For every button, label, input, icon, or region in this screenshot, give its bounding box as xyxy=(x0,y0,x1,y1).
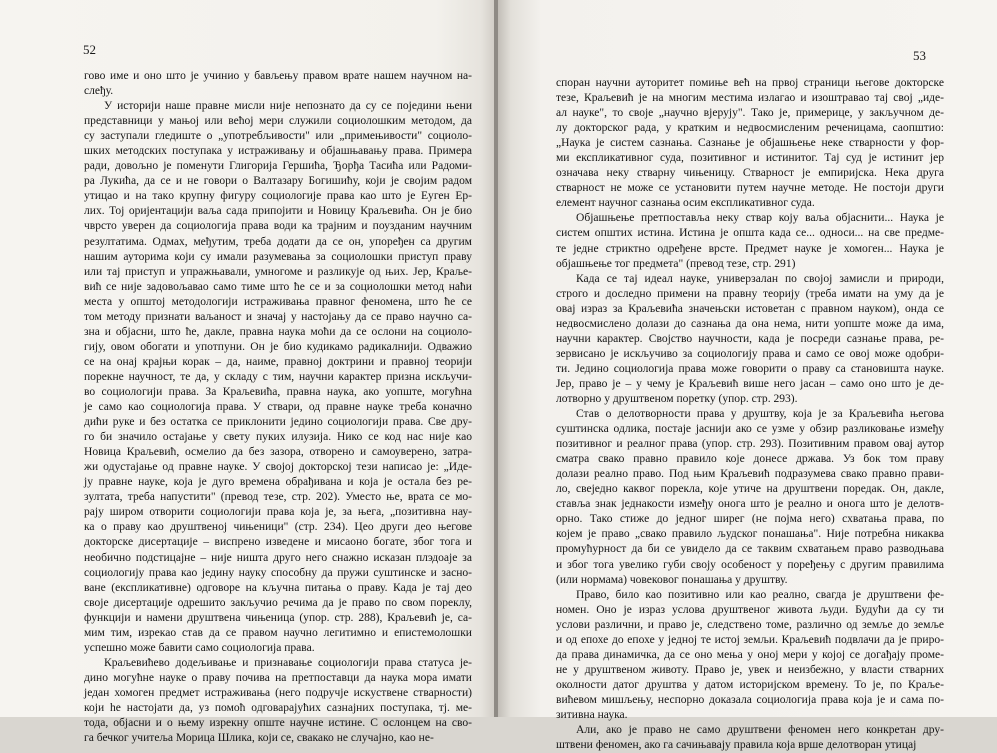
text-line: сматра свако правно правило које донесе држава. Уз бок том праву xyxy=(556,453,944,466)
text-line: функцији и намени друштвена чињеница (упор. стр. 288), Краљевић је, са- xyxy=(84,611,472,624)
paragraph xyxy=(84,69,472,99)
text-line: вић се није задовољавао само тиме што ће се и за социолошки метод наћи xyxy=(84,280,472,293)
text-line: или тај приступ и упражњавали, умногоме и разликује од њих. Јер, Краље- xyxy=(84,265,472,278)
left-page-text xyxy=(84,69,472,746)
text-line: да права динамичка, да се оно мења у оној мери у којој се догађају проме- xyxy=(556,648,944,661)
text-line: те једне стриктно одређене врсте. Предмет науке је хомоген... Наука је xyxy=(556,242,944,255)
text-line: ал науке", то своје „научно вјерују". Тако је, примерице, у закључном де- xyxy=(556,107,944,120)
text-line: строго и доследно примени на правну теорију (треба имати на уму да је xyxy=(556,287,944,300)
text-line: означава неку стварну чињеницу. Стварност је емпиријска. Нека друга xyxy=(556,167,944,180)
text-line: жи одустајање од правне науке. У својој докторској тези написао је: „Идe- xyxy=(84,461,472,474)
paragraph xyxy=(556,407,944,588)
text-line: позитивног и реалног права (упор. стр. 293). Позитивним правом овај аутор xyxy=(556,438,944,451)
text-line: своје дисертације одрешито закључио речима да је право по свом пореклу, xyxy=(84,596,472,609)
paragraph xyxy=(84,99,472,656)
page-number-left: 52 xyxy=(83,42,96,57)
text-line: успешно може бавити само социологија права. xyxy=(84,641,315,654)
paragraph xyxy=(556,272,944,407)
text-line: Став о делотворности права у друштву, која је за Краљевића његова xyxy=(576,408,944,421)
text-line: Новица Краљевић, осмелио да без зазора, отворено и самоуверено, затра- xyxy=(84,446,472,459)
text-line: лотворно у друштвеном поретку (упор. стр. 293). xyxy=(556,392,798,405)
text-line: слеђу. xyxy=(84,85,114,98)
text-line: Право, било као позитивно или као реално, свагда је друштвени фе- xyxy=(576,588,944,601)
text-line: Објашњење претпоставља неку ствар коју ваља објаснити... Наука је xyxy=(576,212,944,225)
text-line: елемент научног сазнања осим експликативног суда. xyxy=(556,197,815,210)
text-line: околности датог друштва у датом историјском времену. То је, по Краље- xyxy=(556,678,944,691)
text-line: вићевом мишљењу, неспорно доказала социологија права која је и сама по- xyxy=(556,693,944,706)
text-line: је само као социологија права. У ствари, од правне науке треба коначно xyxy=(84,401,472,414)
text-line: ти. Једино социологија права може говорити о праву са становишта науке. xyxy=(556,362,944,375)
text-line: недвосмислено долази до сазнања да она нема, нити уопште може да има, xyxy=(556,317,944,330)
text-line: социологију права као једину науку способну да пружи суштинске и заснo- xyxy=(84,566,472,579)
text-line: лих. Тој оријентацији ваља сада припојити и Новицу Краљевића. Он је био xyxy=(84,205,472,218)
paragraph xyxy=(556,211,944,271)
text-line: тезе, Краљевић је на многим местима излагао и изоштравао тај свој „иде- xyxy=(556,92,944,105)
text-line: го би значило остајање у свету пуких илузија. Нико се код нас није као xyxy=(84,431,472,444)
text-line: ра Лукића, да се и не говори о Валтазару Богишићу, који је својим радом xyxy=(84,175,472,188)
text-line: га бечког учитеља Морица Шлика, који се, свакако не случајно, као не- xyxy=(84,732,434,745)
text-line: којем је право „свако правило људског понашања". Није потребна никаква xyxy=(556,528,944,541)
text-line: ми експликативног суда, позитивног и истинитог. Тај суд је истинит јер xyxy=(556,152,944,165)
text-line: један хомоген предмет истраживања (него подручје искуствене стварности) xyxy=(84,686,472,699)
text-line: ју правне науке, која је дуго времена обрађивана и која је остала без ре- xyxy=(84,476,472,489)
right-page xyxy=(496,0,997,752)
text-line: мим тим, изрекао став да се правом научно легитимно и епистемолошки xyxy=(84,626,472,639)
left-page xyxy=(0,0,496,745)
text-line: „Наука је систем сазнања. Сазнање је објашњење неке стварности у фор- xyxy=(556,137,944,150)
text-line: суштинска одлика, постаје јаснији ако се узме у обзир разликовање између xyxy=(556,423,944,436)
text-line: објашњење тог предмета" (превод тезе, стр. 291) xyxy=(556,257,796,270)
text-line: порекне научност, те да, у складу с тим, научни карактер призна искључи- xyxy=(84,370,472,383)
text-line: долази реално право. Под њим Краљевић подразумева свако правно прави- xyxy=(556,468,944,481)
text-line: нашим ауторима који су имали разумевања за социолошки приступ праву xyxy=(84,250,472,263)
text-line: гију, овом обогати и употпуни. Он је био кудикамо радикалнији. Одважио xyxy=(84,340,472,353)
text-line: стварност не може се установити путем научне методе. Не постоји други xyxy=(556,182,944,195)
text-line: Када се тај идеал науке, универзалан по својој замисли и природи, xyxy=(576,272,944,285)
text-line: ставља знак једнакости између онога што је реално и онога што је делотв- xyxy=(556,498,944,511)
text-line: ване (експликативне) одговоре на кључна питања о праву. Када је тај део xyxy=(84,581,472,594)
text-line: необично подстицајне – није ништа друго него снажно исказан плэдоаје за xyxy=(84,551,472,564)
text-line: овај израз за Краљевића значењски истоветан с правном науком), онда се xyxy=(556,302,944,315)
text-line: спорaн научни ауторитет помиње већ на првој страници његове докторске xyxy=(556,77,944,89)
text-line: во социологији права. За Краљевића, правна наука, ако уопште, могућна xyxy=(84,385,472,398)
text-line: том методу признати ваљаност и значај у настојању да се право научно са- xyxy=(84,310,472,323)
text-line: чврсто уверен да социологија права води ка трајним и поузданим научним xyxy=(84,220,472,233)
text-line: У историји наше правне мисли није непознато да су се поједини њени xyxy=(104,100,472,113)
text-line: утицао и на такo крупну фигуру социологије права као што је Еуген Ер- xyxy=(84,190,472,203)
book-gutter xyxy=(494,0,498,717)
text-line: систем општих истина. Истина је општа када се... односи... на све предме- xyxy=(556,227,944,240)
text-line: Али, ако је право не само друштвени феномен него конкретан дру- xyxy=(576,724,944,737)
text-line: научни карактер. Својство научности, када је посреди сазнање права, ре- xyxy=(556,332,944,345)
text-line: ради, довољно је поменути Глигорија Гершића, Ђорђа Тасића или Радоми- xyxy=(84,160,472,173)
text-line: Краљевићево додељивање и признавање социологији права статуса је- xyxy=(104,656,472,669)
text-line: и од епохе до епохе у једној те истој земљи. Краљевић подвлачи да је приро- xyxy=(556,633,944,646)
text-line: дино могућне науке о праву почива на претпоставци да наука мора имати xyxy=(84,671,472,684)
text-line: докторске дисертације – виспрено изведене и мисаоно богате, због тога и xyxy=(84,536,472,549)
paragraph xyxy=(84,656,472,746)
text-line: резултатима. Одмах, међутим, треба додати да се он, упоређен са другим xyxy=(84,235,472,248)
text-line: Јер, право је – у чему је Краљевић више него јасан – само оно што је де- xyxy=(556,377,944,390)
text-line: представници у мањој или већој мери служили социолошким методом, да xyxy=(84,115,472,128)
paragraph xyxy=(556,588,944,723)
text-line: штвени феномен, ако га сачињавају правила која врше делотворан утицај xyxy=(556,739,917,752)
text-line: ло, свеједно каквог порекла, које утиче на друштвени поредак. Он, дакле, xyxy=(556,483,944,496)
text-line: (или нормама) човековог понашања у друштву. xyxy=(556,573,788,586)
text-line: гово име и оно што је учинио у бављењу правом врате нашем научном на- xyxy=(84,70,472,82)
text-line: лу докторског рада, у кратким и недвосмисленим реченицама, саопштио: xyxy=(556,122,944,135)
paragraph xyxy=(556,76,944,211)
text-line: шких методских поступака у истраживању и објашњавању права. Примера xyxy=(84,145,472,158)
text-line: ка о праву као друштвеној чињеници" (стр. 234). Цео други део његове xyxy=(84,521,472,534)
text-line: услови различни, и право је, следствено томе, различно од земље до земље xyxy=(556,618,944,631)
text-line: тода, објасни и о њему изрекну опште научне истине. С ослонцем на сво- xyxy=(84,717,472,730)
text-line: зервисано је искључиво за социологију права и само се овој може одобри- xyxy=(556,347,944,360)
text-line: дићи руке и без остатка се приклонити једино социологији права. Све дру- xyxy=(84,416,472,429)
page-number-right: 53 xyxy=(913,48,926,63)
text-line: промућурност да би се увидело да се таквим схватањем право разводњава xyxy=(556,543,944,556)
text-line: рају широм отворити социологији права која је, за њега, „позитивна нау- xyxy=(84,506,472,519)
text-line: зитивна наука. xyxy=(556,708,628,721)
text-line: места у општој методологији истраживања правног феномена, што ће се xyxy=(84,295,472,308)
text-line: номен. Оно је израз услова друштвеног живота људи. Будући да су ти xyxy=(556,603,944,616)
text-line: зултата, треба напустити" (превод тезе, стр. 202). Уместо ње, врата се мо- xyxy=(84,491,472,504)
text-line: не у друштвеном животу. Право је, увек и неизбежно, у власти стварних xyxy=(556,663,944,676)
text-line: орно. Тако стиже до једног ширег (не појма него) схватања права, по xyxy=(556,513,944,526)
text-line: се на онај крајњи корак – да, наиме, правној доктрини и правној теорији xyxy=(84,355,472,368)
paragraph xyxy=(556,723,944,753)
right-page-text xyxy=(556,76,944,753)
text-line: и због тога увелико губи своју особеност у поређењу с другим правилима xyxy=(556,558,944,571)
text-line: који he настојати да, уз помоћ одговарајућих сазнајних поступака, тј. ме- xyxy=(84,701,472,714)
text-line: су заступали гледиште о „употребљивости" или „примењивости" социоло- xyxy=(84,130,472,143)
text-line: зна и објасни, што ће, дакле, правна наука моћи да се ослони на социоло- xyxy=(84,325,472,338)
